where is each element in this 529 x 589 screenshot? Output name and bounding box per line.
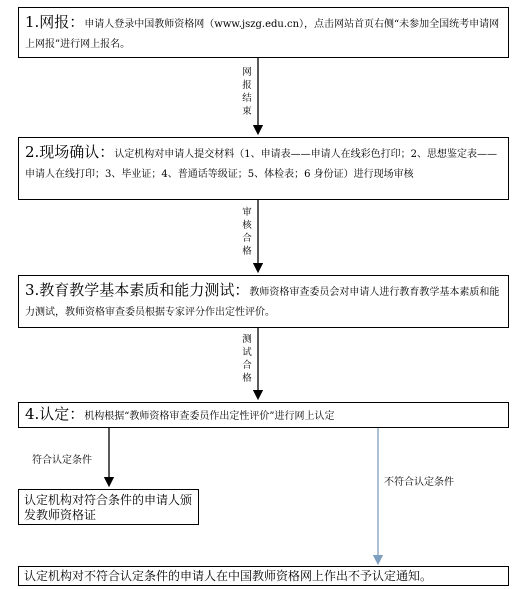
step-2-title: 2.现场确认： xyxy=(25,143,115,161)
step-3-box xyxy=(18,275,509,328)
connector-label-2: 审核合格 xyxy=(242,207,252,257)
connector-label-1: 网报结束 xyxy=(242,67,252,117)
yes-result-box xyxy=(18,489,199,525)
step-3-text: 教师资格审查委员会对申请人进行教育教学基本素质和能力测试，教师资格审查委员根据专家评分作出定性评价。 xyxy=(25,287,500,318)
step-2-box xyxy=(18,137,509,200)
step-1-box xyxy=(18,7,509,58)
no-result-text: 认定机构对不符合认定条件的申请人在中国教师资格网上作出不予认定通知。 xyxy=(24,569,433,583)
step-3-title: 3.教育教学基本素质和能力测试： xyxy=(25,281,250,299)
yes-branch-label: 符合认定条件 xyxy=(32,451,92,466)
step-4-title: 4.认定： xyxy=(25,405,85,423)
step-1-title: 1.网报： xyxy=(25,13,85,31)
step-2-text: 认定机构对申请人提交材料（1、申请表——申请人在线彩色打印；2、思想鉴定表——申请人在线打印；3、毕业证；4、普通话等级证；5、体检表；6 身份证）进行现场审核 xyxy=(25,149,498,180)
step-4-box xyxy=(18,402,509,428)
step-1-text: 申请人登录中国教师资格网（www.jszg.edu.cn），点击网站首页右侧“未参加全国统考申请网上网报”进行网上报名。 xyxy=(25,19,500,50)
step-4-text: 机构根据“教师资格审查委员作出定性评价”进行网上认定 xyxy=(84,411,335,422)
connector-label-3: 测试合格 xyxy=(242,334,252,384)
no-result-box xyxy=(18,566,509,586)
yes-result-text: 认定机构对符合条件的申请人颁发教师资格证 xyxy=(24,493,193,522)
no-branch-label: 不符合认定条件 xyxy=(384,473,454,488)
